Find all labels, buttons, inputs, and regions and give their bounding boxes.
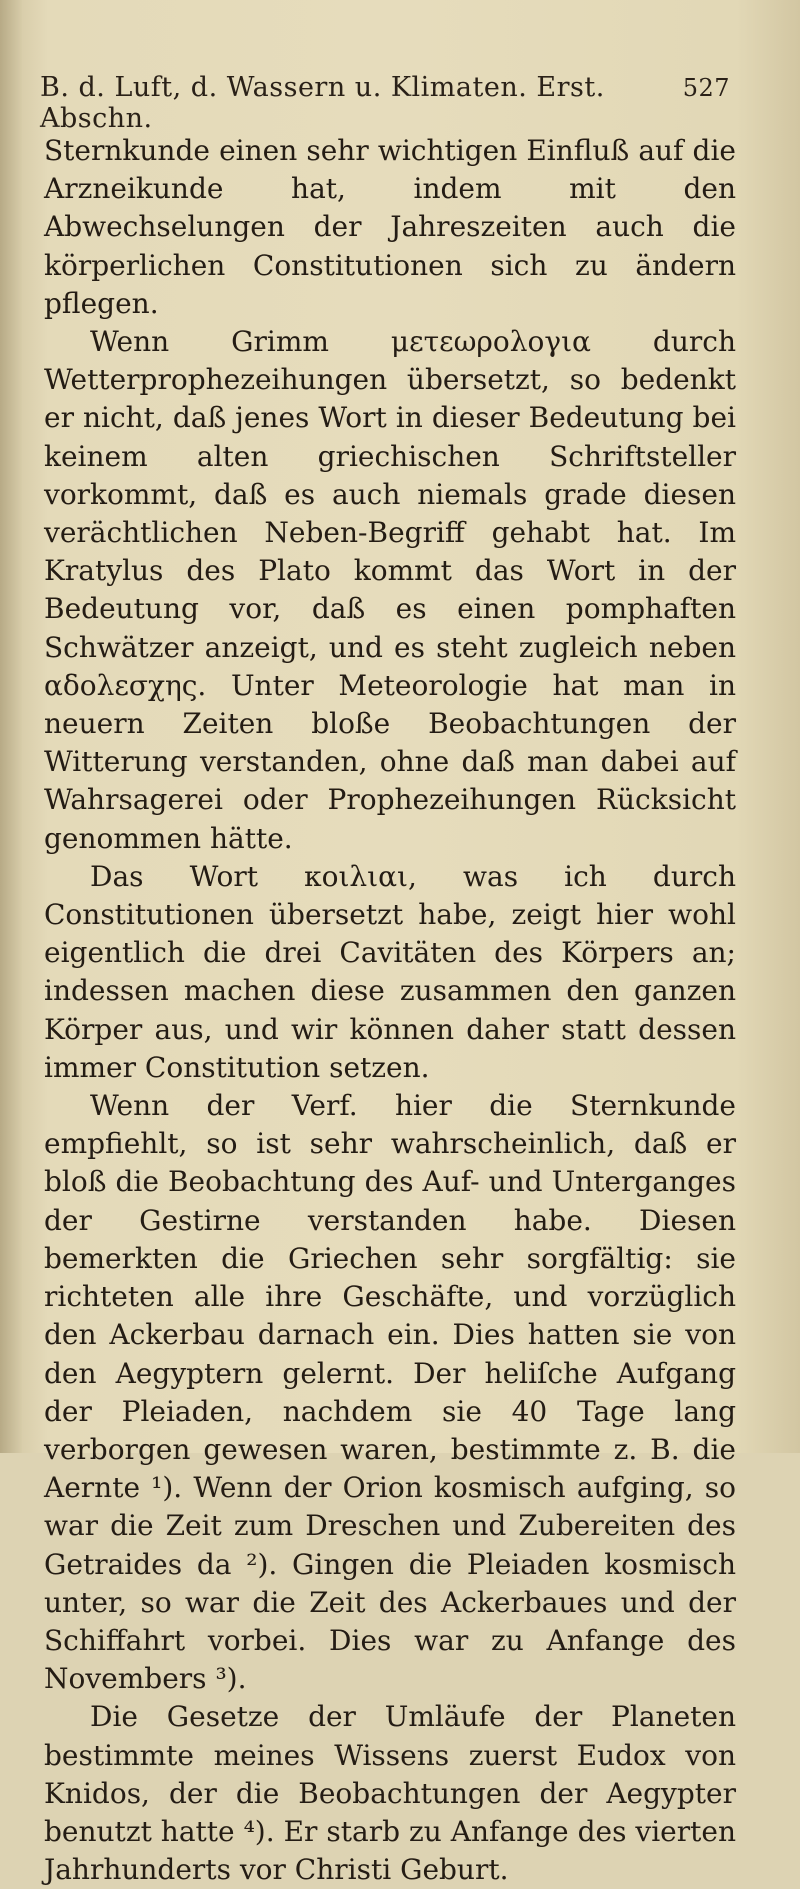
page-header [40,72,730,134]
paragraph: Wenn der Verf. hier die Sternkunde empfiehlt, so ist sehr wahrscheinlich, daß er bloß die Beobachtung des Auf- und Unterganges der Gestirne verstanden habe. Diesen bemerkten die Griechen sehr sorgfältig: sie richteten alle ihre Geschäfte, und vorzüglich den Ackerbau darnach ein. Dies hatten sie von den Aegyptern gelernt. Der heliſche Aufgang der Pleiaden, nachdem sie 40 Tage lang verborgen gewesen waren, bestimmte z. B. die Aernte ¹). Wenn der Orion kosmisch aufging, so war die Zeit zum Dreschen und Zubereiten des Getraides da ²). Gingen die Pleiaden kosmisch unter, so war die Zeit des Ackerbaues und der Schiffahrt vorbei. Dies war zu Anfange des Novembers ³). [44,1089,736,1696]
body-text [44,132,736,1889]
paragraph: Wenn Grimm μετεωρολογια durch Wetterprophezeihungen übersetzt, so bedenkt er nicht, daß jenes Wort in dieser Bedeutung bei keinem alten griechischen Schriftsteller vorkommt, daß es auch niemals grade diesen verächtlichen Neben-Begriff gehabt hat. Im Kratylus des Plato kommt das Wort in der Bedeutung vor, daß es einen pomphaften Schwätzer anzeigt, und es steht zugleich neben αδολεσχης. Unter Meteorologie hat man in neuern Zeiten bloße Beobachtungen der Witterung verstanden, ohne daß man dabei auf Wahrsagerei oder Prophezeihungen Rücksicht genommen hätte. [44,325,736,855]
running-title: B. d. Luft, d. Wassern u. Klimaten. Erst. Abschn. [40,72,605,134]
paragraph: Sternkunde einen sehr wichtigen Einfluß auf die Arzneikunde hat, indem mit den Abwechselungen der Jahreszeiten auch die körperlichen Constitutionen sich zu ändern pflegen. [44,134,736,320]
page-number: 527 [682,74,730,102]
paragraph: Das Wort κοιλιαι, was ich durch Constitutionen übersetzt habe, zeigt hier wohl eigentlich die drei Cavitäten des Körpers an; indessen machen diese zusammen den ganzen Körper aus, und wir können daher statt dessen immer Constitution setzen. [44,859,736,1084]
paragraph: Die Gesetze der Umläufe der Planeten bestimmte meines Wissens zuerst Eudox von Knidos, der die Beobachtungen der Aegypter benutzt hatte ⁴). Er starb zu Anfange des vierten Jahrhunderts vor Christi Geburt. [44,1700,736,1887]
book-gutter [0,0,22,1453]
